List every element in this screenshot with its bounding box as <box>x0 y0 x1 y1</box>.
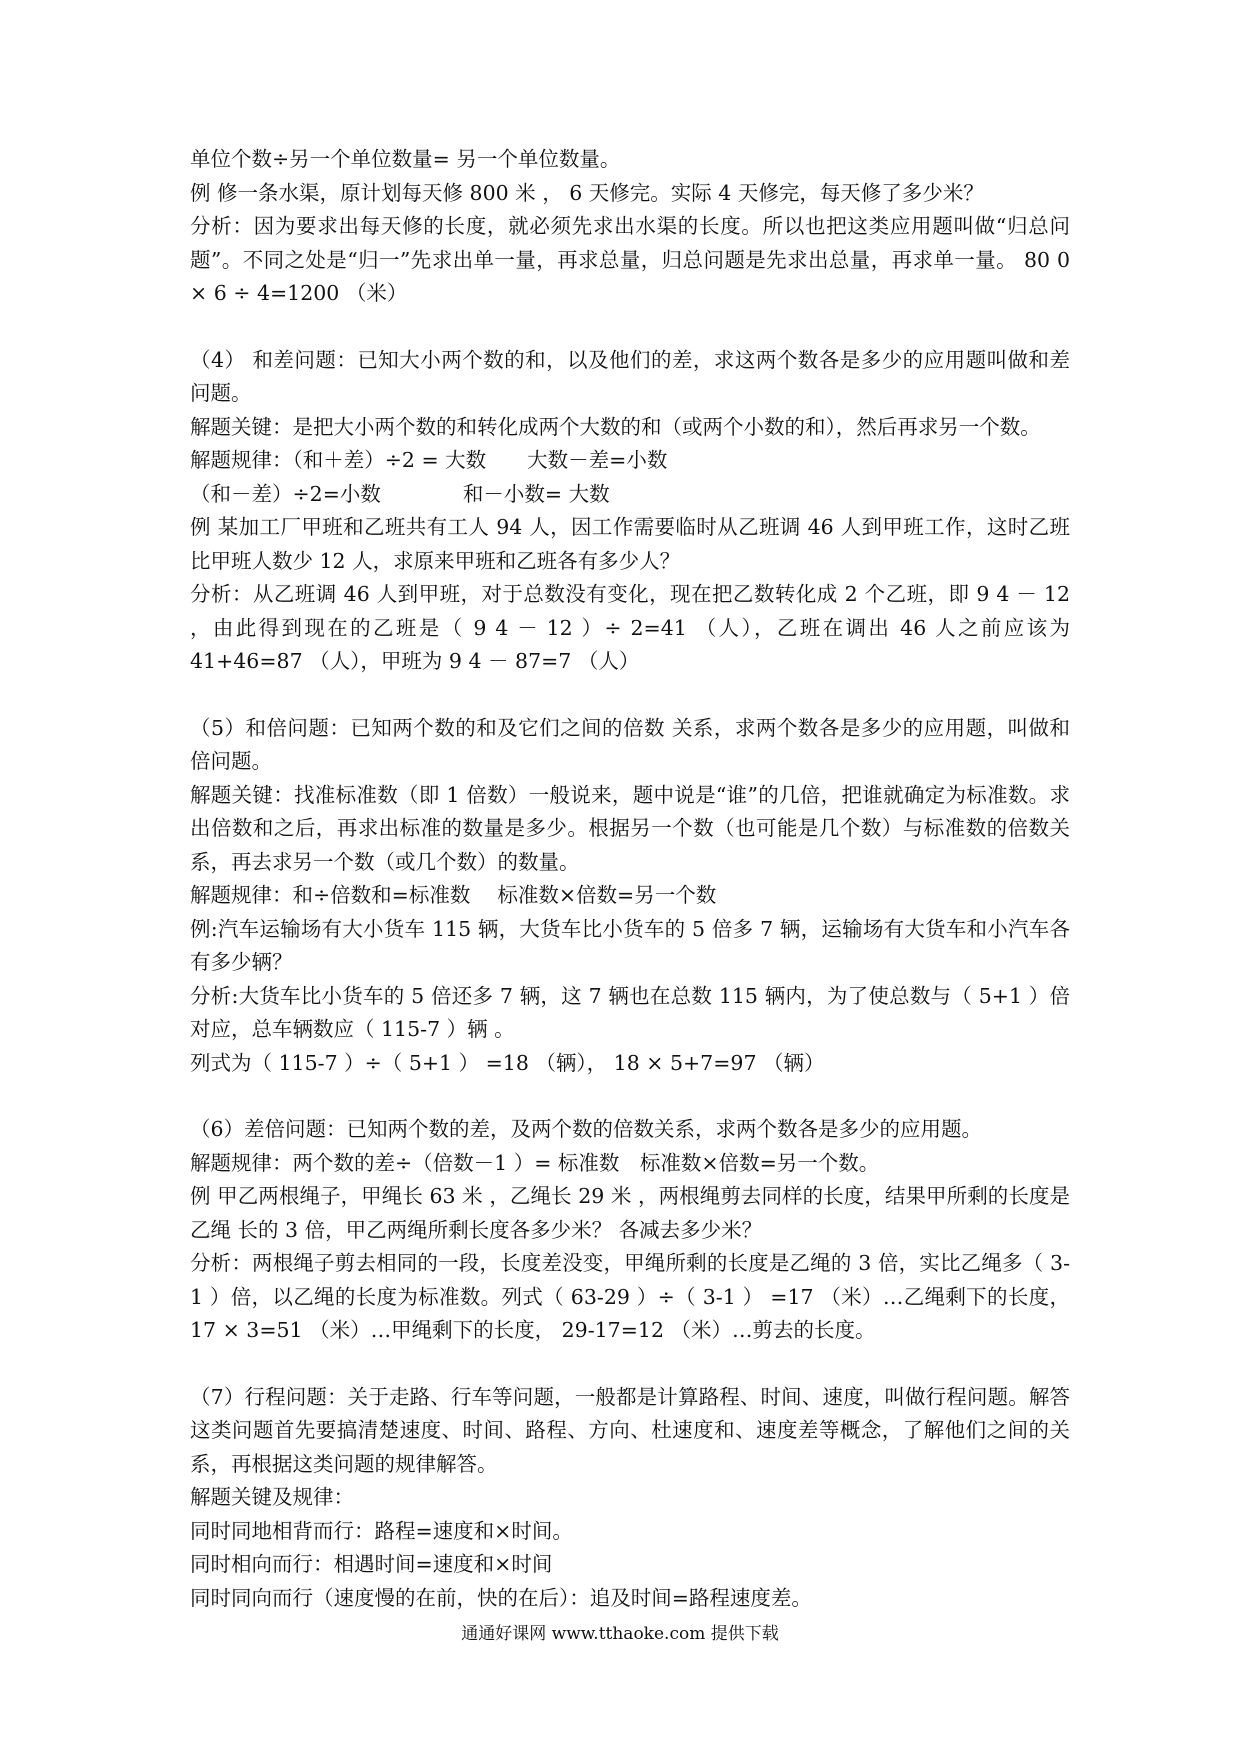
paragraph: 单位个数÷另一个单位数量= 另一个单位数量。 <box>190 147 621 171</box>
paragraph: 例 甲乙两根绳子，甲绳长 63 米 ，乙绳长 29 米 ，两根绳剪去同样的长度，结果甲所剩的长度是乙绳 长的 3 倍，甲乙两绳所剩长度各多少米？ 各减去多少米？ <box>190 1184 1070 1242</box>
paragraph: 同时相向而行：相遇时间=速度和×时间 <box>190 1552 553 1576</box>
section-gap <box>190 1080 1070 1113</box>
section-sum-difference <box>190 344 1070 679</box>
paragraph: 列式为（ 115-7 ）÷（ 5+1 ） =18 （辆）， 18 × 5+7=97 （辆） <box>190 1050 825 1075</box>
paragraph: 例:汽车运输场有大小货车 115 辆，大货车比小货车的 5 倍多 7 辆，运输场有大货车和小汽车各有多少辆？ <box>190 916 1070 974</box>
paragraph: 解题规律：（和＋差）÷2 = 大数 大数－差=小数 <box>190 448 668 472</box>
paragraph: 分析：从乙班调 46 人到甲班，对于总数没有变化，现在把乙数转化成 2 个乙班，即 9 4 － 12 ，由此得到现在的乙班是（ 9 4 － 12 ）÷ 2=41 （人），乙班在调出 46 人之前应该为 41+46=87 （人），甲班为 9 4 － 87=7 （人） <box>190 582 1070 673</box>
section-intro <box>190 143 1070 311</box>
section-gap <box>190 311 1070 344</box>
paragraph: （和－差）÷2=小数 和－小数= 大数 <box>190 481 610 506</box>
paragraph: 分析:大货车比小货车的 5 倍还多 7 辆，这 7 辆也在总数 115 辆内，为了使总数与（ 5+1 ）倍对应，总车辆数应（ 115-7 ）辆 。 <box>190 983 1070 1041</box>
paragraph: 分析：两根绳子剪去相同的一段，长度差没变，甲绳所剩的长度是乙绳的 3 倍，实比乙绳多（ 3-1 ）倍，以乙绳的长度为标准数。列式（ 63-29 ）÷（ 3-1 ） =17 （米）…乙绳剩下的长度， 17 × 3=51 （米）…甲绳剩下的长度， 29-17=12 （米）…剪去的长度。 <box>190 1251 1070 1342</box>
paragraph: 解题规律：和÷倍数和=标准数 标准数×倍数=另一个数 <box>190 883 717 907</box>
paragraph: 例 修一条水渠，原计划每天修 800 米 ， 6 天修完。实际 4 天修完，每天修了多少米？ <box>190 180 984 205</box>
section-gap <box>190 679 1070 712</box>
paragraph: 同时同地相背而行：路程=速度和×时间。 <box>190 1518 573 1543</box>
section-gap <box>190 1348 1070 1381</box>
paragraph: 分析：因为要求出每天修的长度，就必须先求出水渠的长度。所以也把这类应用题叫做“归总问题”。不同之处是“归一”先求出单一量，再求总量，归总问题是先求出总量，再求单一量。 80 0 × 6 ÷ 4=1200 （米） <box>190 214 1070 305</box>
paragraph: 解题规律：两个数的差÷（倍数－1 ）= 标准数 标准数×倍数=另一个数。 <box>190 1150 880 1175</box>
paragraph: 解题关键及规律： <box>190 1485 354 1509</box>
section-sum-multiple <box>190 712 1070 1081</box>
section-travel <box>190 1381 1070 1616</box>
page-footer: 通通好课网 www.tthaoke.com 提供下载 <box>461 1624 779 1644</box>
section-heading: （7）行程问题：关于走路、行车等问题，一般都是计算路程、时间、速度，叫做行程问题。解答这类问题首先要搞清楚速度、时间、路程、方向、杜速度和、速度差等概念，了解他们之间的关系，再根据这类问题的规律解答。 <box>190 1384 1070 1476</box>
section-heading: （6）差倍问题：已知两个数的差，及两个数的倍数关系，求两个数各是多少的应用题。 <box>190 1117 983 1141</box>
section-heading: （5）和倍问题：已知两个数的和及它们之间的倍数 关系，求两个数各是多少的应用题，叫做和倍问题。 <box>190 715 1070 773</box>
page-content <box>190 143 1070 1615</box>
paragraph: 例 某加工厂甲班和乙班共有工人 94 人，因工作需要临时从乙班调 46 人到甲班工作，这时乙班比甲班人数少 12 人，求原来甲班和乙班各有多少人？ <box>190 515 1070 573</box>
paragraph: 解题关键：找准标准数（即 1 倍数）一般说来，题中说是“谁”的几倍，把谁就确定为标准数。求出倍数和之后，再求出标准的数量是多少。根据另一个数（也可能是几个数）与标准数的倍数关系，再去求另一个数（或几个数）的数量。 <box>190 782 1070 874</box>
section-difference-multiple <box>190 1113 1070 1348</box>
paragraph: 同时同向而行（速度慢的在前，快的在后）：追及时间=路程速度差。 <box>190 1585 812 1610</box>
paragraph: 解题关键：是把大小两个数的和转化成两个大数的和（或两个小数的和），然后再求另一个数。 <box>190 414 1041 439</box>
section-heading: （4） 和差问题：已知大小两个数的和，以及他们的差，求这两个数各是多少的应用题叫做和差问题。 <box>190 347 1070 405</box>
